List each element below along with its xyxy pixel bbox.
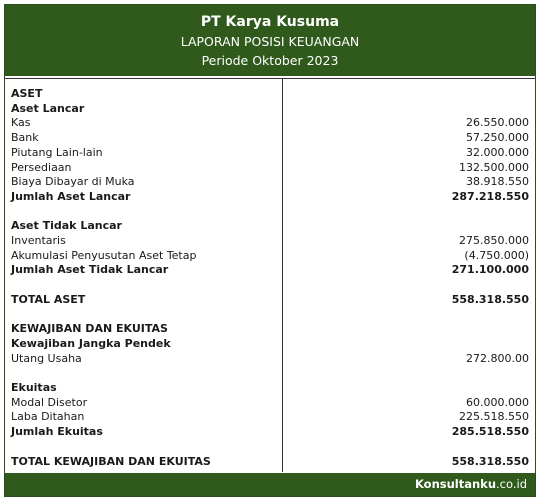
row-label: Kewajiban Jangka Pendek <box>11 336 171 350</box>
row-value: 26.550.000 <box>466 116 529 130</box>
row-label: Aset Tidak Lancar <box>11 219 122 233</box>
row-value: 285.518.550 <box>451 425 529 439</box>
statement-row <box>5 102 535 117</box>
company-name: PT Karya Kusuma <box>200 14 340 30</box>
report-header <box>5 5 535 76</box>
row-label: Inventaris <box>11 234 66 247</box>
row-value: 57.250.000 <box>466 131 529 145</box>
row-label: KEWAJIBAN DAN EKUITAS <box>11 322 168 336</box>
statement-row <box>5 205 535 220</box>
report-period: Periode Oktober 2023 <box>201 53 339 68</box>
row-value: 60.000.000 <box>466 395 529 409</box>
statement-row <box>5 219 535 234</box>
statement-row <box>5 322 535 337</box>
statement-row <box>5 87 535 102</box>
brand-watermark <box>415 477 527 492</box>
row-label: Persediaan <box>11 160 72 174</box>
row-value: 272.800.00 <box>466 351 529 365</box>
row-value: 275.850.000 <box>459 234 529 247</box>
statement-row <box>5 278 535 293</box>
statement-row <box>5 366 535 381</box>
row-label: Biaya Dibayar di Muka <box>11 175 135 189</box>
row-value: 287.218.550 <box>451 189 529 203</box>
row-label: Bank <box>11 131 39 145</box>
brand-domain: .co.id <box>496 477 527 491</box>
statement-row <box>5 396 535 411</box>
statement-row <box>5 175 535 190</box>
statement-row <box>5 410 535 425</box>
row-value: 32.000.000 <box>466 145 529 159</box>
row-value: 558.318.550 <box>451 454 529 468</box>
statement-row <box>5 381 535 396</box>
statement-row <box>5 116 535 131</box>
row-value: 132.500.000 <box>459 160 529 174</box>
report-footer <box>5 473 535 496</box>
statement-row <box>5 249 535 264</box>
statement-row <box>5 337 535 352</box>
row-label: Piutang Lain-lain <box>11 145 103 159</box>
statement-row <box>5 146 535 161</box>
row-label: Jumlah Aset Tidak Lancar <box>11 263 169 277</box>
statement-row <box>5 161 535 176</box>
row-label: Jumlah Ekuitas <box>11 425 103 439</box>
row-value: 558.318.550 <box>451 292 529 306</box>
row-label: Utang Usaha <box>11 351 82 365</box>
row-label: Ekuitas <box>11 381 57 394</box>
statement-row <box>5 234 535 249</box>
report-title: LAPORAN POSISI KEUANGAN <box>180 34 360 49</box>
statement-row <box>5 352 535 367</box>
row-label: ASET <box>11 87 43 100</box>
statement-row <box>5 263 535 278</box>
row-label: Kas <box>11 116 31 130</box>
row-value: 225.518.550 <box>459 410 529 424</box>
brand-name: Konsultanku <box>414 477 497 491</box>
row-value: (4.750.000) <box>464 248 529 262</box>
statement-row <box>5 455 535 470</box>
row-label: Modal Disetor <box>11 395 88 409</box>
row-label: Jumlah Aset Lancar <box>11 189 131 203</box>
row-value: 271.100.000 <box>451 263 529 277</box>
statement-row <box>5 131 535 146</box>
statement-row <box>5 308 535 323</box>
statement-row <box>5 425 535 440</box>
row-value: 38.918.550 <box>466 175 529 189</box>
row-label: TOTAL KEWAJIBAN DAN EKUITAS <box>11 454 211 468</box>
row-label: Akumulasi Penyusutan Aset Tetap <box>11 248 197 262</box>
balance-sheet <box>4 4 536 497</box>
statement-row <box>5 190 535 205</box>
statement-table <box>5 78 535 472</box>
row-label: TOTAL ASET <box>11 292 86 306</box>
statement-row <box>5 293 535 308</box>
statement-row <box>5 440 535 455</box>
row-label: Aset Lancar <box>11 101 85 115</box>
row-label: Laba Ditahan <box>11 410 85 424</box>
